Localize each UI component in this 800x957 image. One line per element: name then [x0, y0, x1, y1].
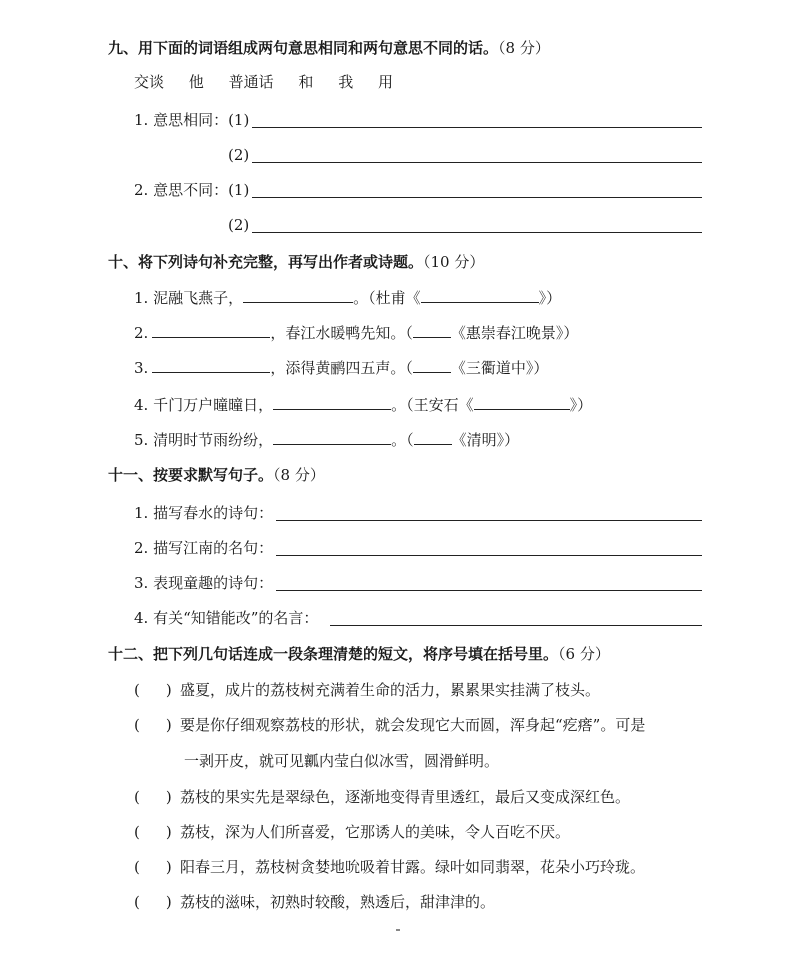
word-item: 交谈: [134, 73, 165, 91]
order-bracket[interactable]: ( ): [134, 716, 172, 734]
q10-item: 2. ，春江水暖鸭先知。（ 《惠崇春江晚景》）: [134, 324, 579, 342]
word-item: 普通话: [228, 73, 274, 91]
order-bracket[interactable]: ( ): [134, 823, 172, 841]
q10-item: 1. 泥融飞燕子， 。（杜甫《 》）: [134, 289, 562, 307]
q12-sentence: ( ) 要是你仔细观察荔枝的形状，就会发现它大而圆，浑身起“疙瘩”。可是: [134, 716, 646, 734]
order-bracket[interactable]: ( ): [134, 681, 172, 699]
q10-item: 3. ，添得黄鹂四五声。（ 《三衢道中》）: [134, 359, 549, 377]
word-item: 和: [298, 73, 314, 91]
q10-item: 5. 清明时节雨纷纷， 。（ 《清明》）: [134, 431, 520, 449]
q12-sentence-continuation: 一剥开皮，就可见瓤内莹白似冰雪，圆滑鲜明。: [184, 752, 500, 770]
order-bracket[interactable]: ( ): [134, 788, 172, 806]
answer-blank[interactable]: [273, 395, 391, 410]
q12-sentence: ( ) 阳春三月，荔枝树贪婪地吮吸着甘露。绿叶如同翡翠，花朵小巧玲珑。: [134, 858, 646, 876]
order-bracket[interactable]: ( ): [134, 858, 172, 876]
q9-heading: 九、用下面的词语组成两句意思相同和两句意思不同的话。（8 分）: [108, 39, 550, 57]
answer-blank[interactable]: [273, 430, 391, 445]
q11-heading: 十一、按要求默写句子。（8 分）: [108, 466, 325, 484]
q11-item: 2. 描写江南的名句：: [134, 539, 274, 557]
answer-line[interactable]: [252, 232, 702, 233]
q9-same-2-label: (2): [228, 146, 250, 164]
q9-same-label: 1. 意思相同：(1): [134, 111, 250, 129]
answer-line[interactable]: [276, 590, 702, 591]
answer-blank[interactable]: [421, 288, 539, 303]
q9-diff-label: 2. 意思不同：(1): [134, 181, 250, 199]
answer-blank[interactable]: [152, 358, 270, 373]
answer-line[interactable]: [276, 520, 702, 521]
q12-sentence: ( ) 荔枝的滋味，初熟时较酸，熟透后，甜津津的。: [134, 893, 496, 911]
q11-item: 1. 描写春水的诗句：: [134, 504, 274, 522]
q11-item: 4. 有关“知错能改”的名言：: [134, 609, 319, 627]
page-mark: [396, 929, 400, 931]
word-item: 我: [338, 73, 354, 91]
order-bracket[interactable]: ( ): [134, 893, 172, 911]
q12-heading: 十二、把下列几句话连成一段条理清楚的短文，将序号填在括号里。（6 分）: [108, 645, 610, 663]
answer-line[interactable]: [252, 162, 702, 163]
answer-line[interactable]: [276, 555, 702, 556]
answer-line[interactable]: [330, 625, 702, 626]
q10-heading: 十、将下列诗句补充完整，再写出作者或诗题。（10 分）: [108, 253, 485, 271]
q10-item: 4. 千门万户曈曈日， 。（王安石《 》）: [134, 396, 593, 414]
answer-blank[interactable]: [474, 395, 570, 410]
q12-sentence: ( ) 荔枝的果实先是翠绿色，逐渐地变得青里透红，最后又变成深红色。: [134, 788, 631, 806]
answer-blank[interactable]: [413, 358, 451, 373]
q9-diff-2-label: (2): [228, 216, 250, 234]
q9-word-list: [134, 72, 413, 92]
q11-item: 3. 表现童趣的诗句：: [134, 574, 274, 592]
answer-blank[interactable]: [152, 323, 270, 338]
answer-line[interactable]: [252, 197, 702, 198]
word-item: 他: [188, 73, 204, 91]
q12-sentence: ( ) 荔枝，深为人们所喜爱，它那诱人的美味，令人百吃不厌。: [134, 823, 571, 841]
word-item: 用: [377, 73, 393, 91]
answer-line[interactable]: [252, 127, 702, 128]
answer-blank[interactable]: [413, 323, 451, 338]
q12-sentence: ( ) 盛夏，成片的荔枝树充满着生命的活力，累累果实挂满了枝头。: [134, 681, 601, 699]
answer-blank[interactable]: [414, 430, 452, 445]
answer-blank[interactable]: [243, 288, 353, 303]
